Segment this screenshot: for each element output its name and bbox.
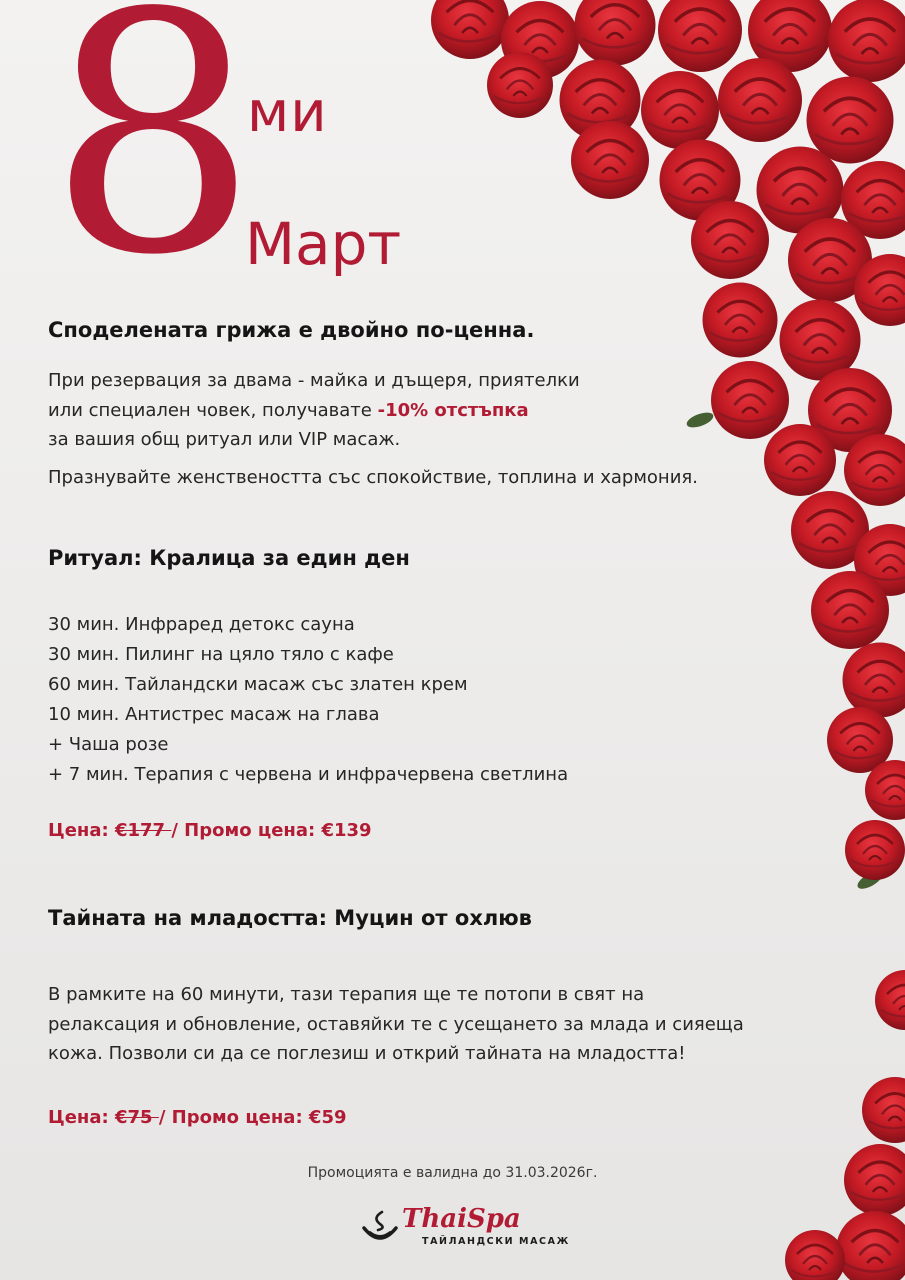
list-item: 30 мин. Инфраред детокс сауна: [48, 614, 355, 635]
headline: Споделената грижа е двойно по-ценна.: [48, 318, 535, 342]
logo-name: ThaiSpa: [402, 1204, 521, 1234]
intro-line: При резервация за двама - майка и дъщеря, приятелки: [48, 370, 580, 391]
hero-month: Март: [245, 210, 402, 278]
thaispa-logo: [360, 1200, 570, 1260]
secret-description: [48, 980, 744, 1069]
hero-date: [40, 0, 460, 327]
old-price: €75: [114, 1107, 159, 1128]
intro-text: или специален човек, получавате: [48, 399, 378, 421]
ritual-price: [48, 820, 372, 841]
ritual-title: Ритуал: Кралица за един ден: [48, 546, 410, 570]
description-line: релаксация и обновление, оставяйки те с усещането за млада и сияеща: [48, 1013, 744, 1035]
hero-day-suffix: ми: [247, 80, 328, 145]
spa-bowl-icon: [360, 1208, 400, 1248]
list-item: 10 мин. Антистрес масаж на глава: [48, 704, 380, 725]
list-item: 30 мин. Пилинг на цяло тяло с кафе: [48, 644, 394, 665]
price-label: Цена:: [48, 1107, 115, 1128]
logo-subtitle: ТАЙЛАНДСКИ МАСАЖ: [422, 1236, 570, 1247]
secret-title: Тайната на младостта: Муцин от охлюв: [48, 906, 532, 930]
intro-line: за вашия общ ритуал или VIP масаж.: [48, 429, 401, 450]
promo-price: €59: [308, 1107, 347, 1128]
intro-line: [48, 396, 580, 426]
list-item: + 7 мин. Терапия с червена и инфрачервена светлина: [48, 764, 569, 785]
intro-paragraph: [48, 366, 580, 455]
hero-day-number: 8: [48, 0, 258, 327]
discount-highlight: -10% отстъпка: [377, 399, 529, 421]
ritual-items: [48, 610, 568, 790]
promo-label: / Промо цена:: [158, 1107, 309, 1128]
secret-price: [48, 1107, 347, 1128]
list-item: + Чаша розе: [48, 734, 169, 755]
promo-price: €139: [321, 820, 372, 841]
description-line: В рамките на 60 минути, тази терапия ще те потопи в свят на: [48, 984, 645, 1005]
list-item: 60 мин. Тайландски масаж със златен крем: [48, 674, 468, 695]
tagline: Празнувайте женствеността със спокойствие, топлина и хармония.: [48, 467, 698, 488]
price-label: Цена:: [48, 820, 115, 841]
promo-label: / Промо цена:: [171, 820, 322, 841]
validity-note: Промоцията е валидна до 31.03.2026г.: [307, 1165, 598, 1181]
old-price: €177: [114, 820, 172, 841]
description-line: кожа. Позволи си да се поглезиш и открий тайната на младостта!: [48, 1043, 686, 1064]
